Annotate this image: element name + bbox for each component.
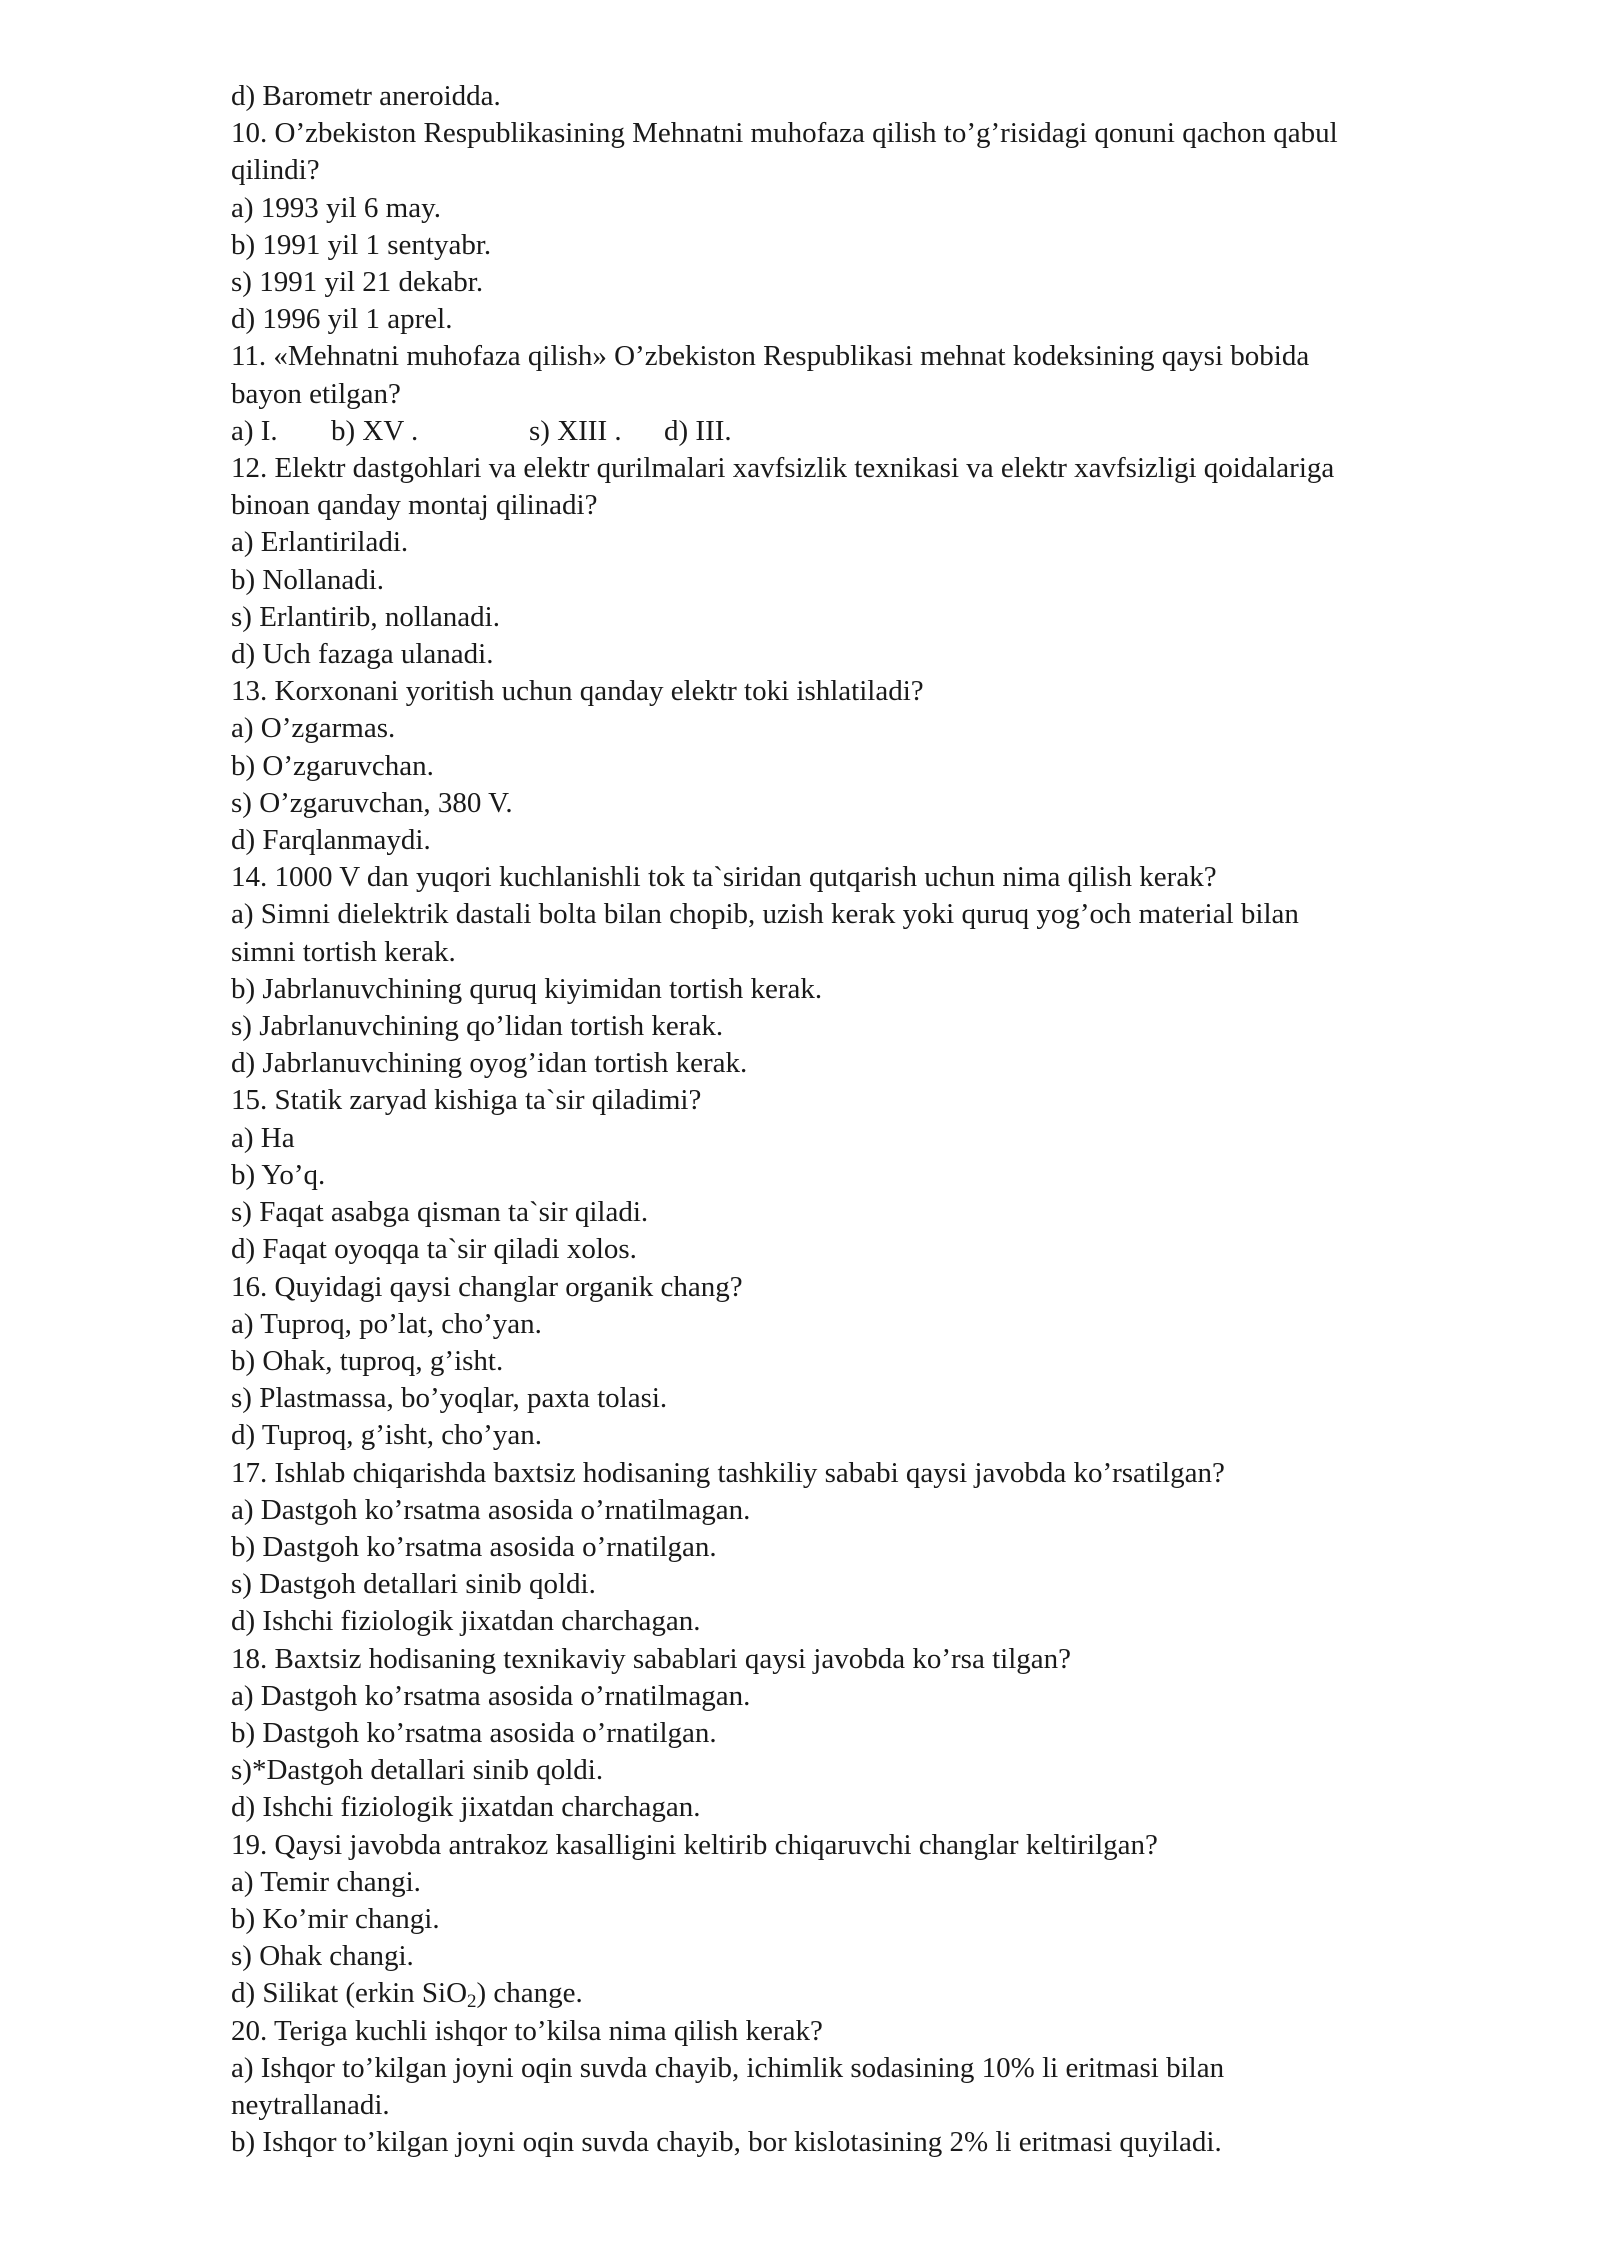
text-line: b) Nollanadi. [231,563,385,596]
document-page [231,78,1481,2161]
text-line: d) 1996 yil 1 aprel. [231,303,453,336]
question-line: 20. Teriga kuchli ishqor to’kilsa nima qilish kerak? [231,2014,823,2047]
text-line: binoan qanday montaj qilinadi? [231,489,598,522]
text-line: d) Tuproq, g’isht, cho’yan. [231,1419,542,1452]
question-line: 14. 1000 V dan yuqori kuchlanishli tok ta`siridan qutqarish uchun nima qilish kerak? [231,861,1217,894]
question-line: 13. Korxonani yoritish uchun qanday elektr toki ishlatiladi? [231,675,924,708]
question-line: 11. «Mehnatni muhofaza qilish» O’zbekiston Respublikasi mehnat kodeksining qaysi bobida [231,340,1310,373]
text-line: a) Dastgoh ko’rsatma asosida o’rnatilmagan. [231,1679,751,1712]
text-line: b) 1991 yil 1 sentyabr. [231,228,492,261]
q11-option: d) III. [664,414,732,447]
text-line: s) Dastgoh detallari sinib qoldi. [231,1568,596,1601]
question-line: 19. Qaysi javobda antrakoz kasalligini keltirib chiqaruvchi changlar keltirilgan? [231,1828,1158,1861]
text-line: b) Ko’mir changi. [231,1902,440,1935]
text-line: a) Ha [231,1121,295,1154]
text-line: s) Jabrlanuvchining qo’lidan tortish kerak. [231,1010,724,1043]
text-line: s) Ohak changi. [231,1940,414,1973]
text-line: d) Uch fazaga ulanadi. [231,638,494,671]
text-line: b) Ishqor to’kilgan joyni oqin suvda chayib, bor kislotasining 2% li eritmasi quyiladi. [231,2126,1222,2159]
text-line: d) Ishchi fiziologik jixatdan charchagan. [231,1791,701,1824]
question-line: 18. Baxtsiz hodisaning texnikaviy sabablari qaysi javobda ko’rsa tilgan? [231,1642,1071,1675]
text-line: d) Barometr aneroidda. [231,80,501,112]
text-line: a) Erlantiriladi. [231,526,409,559]
text-line: s) O’zgaruvchan, 380 V. [231,786,513,819]
text-line: neytrallanadi. [231,2088,390,2121]
text-line: a) 1993 yil 6 may. [231,191,441,224]
text-line: b) Ohak, tuproq, g’isht. [231,1344,504,1377]
text-line: a) Tuproq, po’lat, cho’yan. [231,1307,542,1340]
subscript: 2 [467,1991,477,2013]
text-line: qilindi? [231,154,320,187]
option-text: d) Silikat (erkin SiO [231,1977,468,2010]
q19-option-d [231,1975,1481,2012]
question-line: 16. Quyidagi qaysi changlar organik chang? [231,1270,743,1303]
text-line: a) Dastgoh ko’rsatma asosida o’rnatilmagan. [231,1493,751,1526]
text-line: a) Ishqor to’kilgan joyni oqin suvda chayib, ichimlik sodasining 10% li eritmasi bilan [231,2051,1225,2084]
text-line: bayon etilgan? [231,377,401,410]
text-line: s) 1991 yil 21 dekabr. [231,266,484,299]
text-line: s) Plastmassa, bo’yoqlar, paxta tolasi. [231,1382,668,1415]
text-line: d) Jabrlanuvchining oyog’idan tortish kerak. [231,1047,748,1080]
text-line: simni tortish kerak. [231,935,456,968]
text-line: b) O’zgaruvchan. [231,749,434,782]
q11-option: s) XIII . [529,414,622,447]
question-line: 15. Statik zaryad kishiga ta`sir qiladimi? [231,1084,702,1117]
q11-option: a) I. [231,414,278,447]
question-line: 12. Elektr dastgohlari va elektr qurilmalari xavfsizlik texnikasi va elektr xavfsizligi qoidalariga [231,452,1335,485]
text-line: a) O’zgarmas. [231,712,396,745]
question-line: 17. Ishlab chiqarishda baxtsiz hodisaning tashkiliy sababi qaysi javobda ko’rsatilgan? [231,1456,1225,1489]
text-line: s)*Dastgoh detallari sinib qoldi. [231,1754,604,1787]
text-line: b) Dastgoh ko’rsatma asosida o’rnatilgan. [231,1530,717,1563]
text-line: d) Ishchi fiziologik jixatdan charchagan. [231,1605,701,1638]
option-text: ) change. [476,1977,583,2010]
text-line: d) Farqlanmaydi. [231,824,431,857]
text-line: b) Jabrlanuvchining quruq kiyimidan tortish kerak. [231,972,823,1005]
text-line: b) Yo’q. [231,1158,326,1191]
question-line: 10. O’zbekiston Respublikasining Mehnatni muhofaza qilish to’g’risidagi qonuni qachon qabul [231,117,1338,150]
q11-options-row [231,413,1481,450]
text-line: s) Faqat asabga qisman ta`sir qiladi. [231,1196,649,1229]
text-line: b) Dastgoh ko’rsatma asosida o’rnatilgan. [231,1716,717,1749]
text-line: s) Erlantirib, nollanadi. [231,600,500,633]
text-line: a) Simni dielektrik dastali bolta bilan chopib, uzish kerak yoki quruq yog’och material bilan [231,898,1299,931]
text-line: d) Faqat oyoqqa ta`sir qiladi xolos. [231,1233,637,1266]
q11-option: b) XV . [331,414,419,447]
text-line: a) Temir changi. [231,1865,421,1898]
